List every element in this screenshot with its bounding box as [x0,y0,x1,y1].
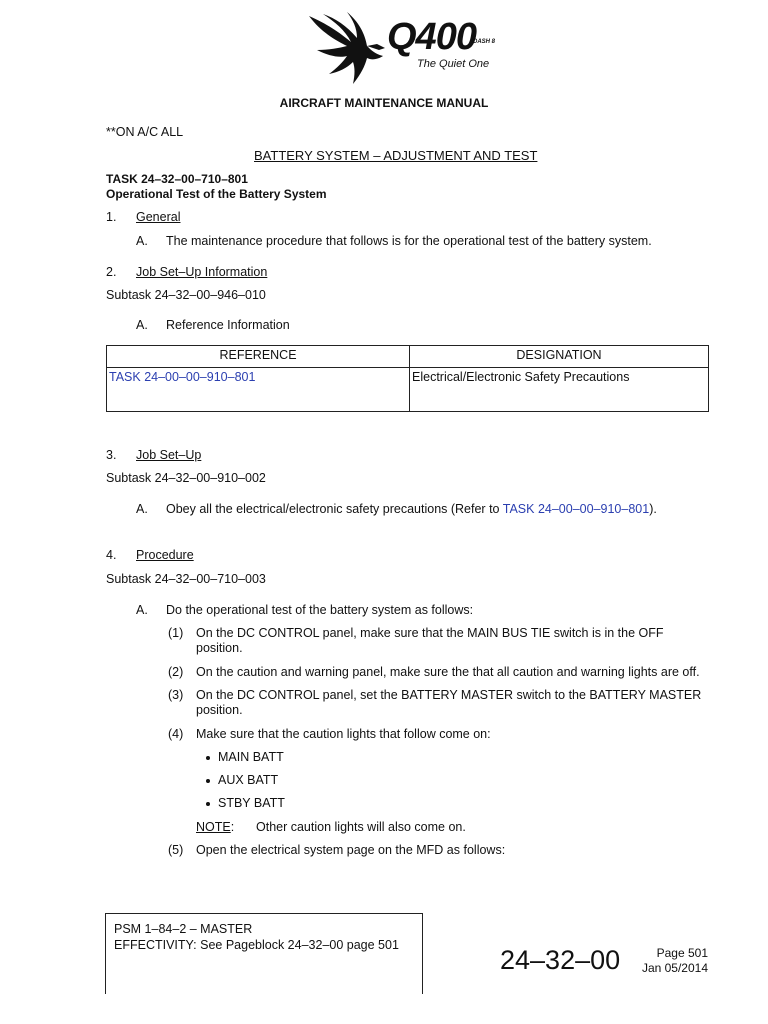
section-4-number: 4. [106,548,117,562]
step-3-line-2: position. [196,703,243,717]
table-header-reference: REFERENCE [107,346,410,368]
step-2-number: (2) [168,665,184,679]
section-3-a-text-pre: Obey all the electrical/electronic safety precautions (Refer to [166,502,503,516]
bullet-item: AUX BATT [218,773,279,787]
section-2-subtask: Subtask 24–32–00–946–010 [106,288,266,302]
section-3-task-link[interactable]: TASK 24–00–00–910–801 [502,502,650,516]
section-2-a-text: Reference Information [166,318,290,332]
table-header-designation: DESIGNATION [410,346,709,368]
bullet-item: STBY BATT [218,796,285,810]
section-4-a-label: A. [136,603,148,617]
q400-logo [305,10,515,90]
section-1-a-text: The maintenance procedure that follows is for the operational test of the battery system. [166,234,652,248]
step-4-number: (4) [168,727,184,741]
section-2-heading: Job Set–Up Information [136,265,268,279]
footer-chapter-number: 24–32–00 [500,945,621,975]
section-1-heading: General [136,210,181,224]
reference-table [106,345,709,412]
step-2-line-1: On the caution and warning panel, make sure the that all caution and warning lights are off. [196,665,700,679]
section-2-number: 2. [106,265,117,279]
designation-cell: Electrical/Electronic Safety Precautions [410,368,709,412]
logo-tagline: The Quiet One [417,58,490,70]
section-3-a-text [166,502,657,516]
footer-psm: PSM 1–84–2 – MASTER [114,922,253,936]
task-name: Operational Test of the Battery System [106,187,327,201]
footer-page-number: Page 501 [656,946,708,960]
footer-date: Jan 05/2014 [641,961,708,975]
step-1-line-1: On the DC CONTROL panel, make sure that the MAIN BUS TIE switch is in the OFF [196,626,664,640]
effectivity-line: **ON A/C ALL [106,125,184,139]
section-3-a-text-post: ). [649,502,657,516]
logo-dash: DASH 8 [473,39,496,45]
section-title: BATTERY SYSTEM – ADJUSTMENT AND TEST [254,148,538,163]
step-1-number: (1) [168,626,184,640]
step-3-line-1: On the DC CONTROL panel, set the BATTERY MASTER switch to the BATTERY MASTER [196,688,702,702]
bullet-dot [206,756,210,760]
step-4-line-1: Make sure that the caution lights that follow come on: [196,727,491,741]
table-header-row [107,346,709,368]
bullet-item: MAIN BATT [218,750,284,764]
section-2-a-label: A. [136,318,148,332]
task-number: TASK 24–32–00–710–801 [106,172,248,186]
note-label: NOTE [196,820,231,834]
step-5-line-1: Open the electrical system page on the MFD as follows: [196,843,506,857]
section-3-subtask: Subtask 24–32–00–910–002 [106,471,266,485]
bullet-dot [206,802,210,806]
step-3-number: (3) [168,688,184,702]
section-3-number: 3. [106,448,117,462]
note-colon: : [230,820,235,834]
note-label-wrap [196,820,234,834]
reference-link[interactable]: TASK 24–00–00–910–801 [107,368,410,412]
footer-effectivity-box [105,913,423,994]
logo-title: Q400 [387,16,476,58]
step-5-number: (5) [168,843,184,857]
footer-effectivity: EFFECTIVITY: See Pageblock 24–32–00 page 501 [114,938,399,952]
bullet-dot [206,779,210,783]
section-1-a-label: A. [136,234,148,248]
table-row [107,368,709,412]
manual-title: AIRCRAFT MAINTENANCE MANUAL [279,96,489,110]
eagle-icon [305,10,395,90]
section-3-heading: Job Set–Up [136,448,202,462]
note-text: Other caution lights will also come on. [256,820,466,834]
section-4-heading: Procedure [136,548,194,562]
section-1-number: 1. [106,210,117,224]
section-4-a-text: Do the operational test of the battery system as follows: [166,603,474,617]
section-3-a-label: A. [136,502,148,516]
section-4-subtask: Subtask 24–32–00–710–003 [106,572,266,586]
step-1-line-2: position. [196,641,243,655]
